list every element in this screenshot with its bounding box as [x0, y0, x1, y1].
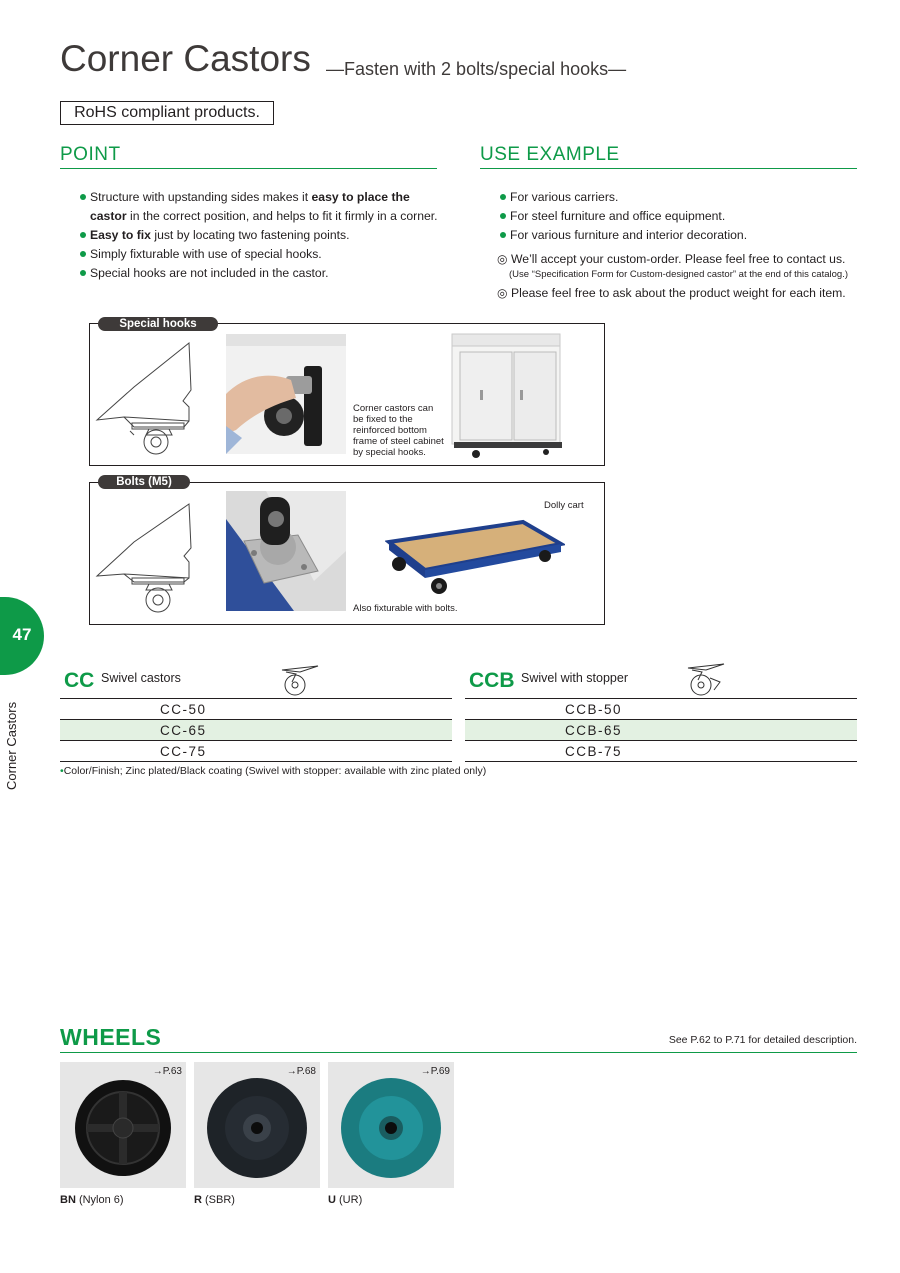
- table-row: [60, 741, 452, 762]
- dolly-cart-photo: [385, 516, 565, 602]
- page-number: 47: [12, 625, 32, 644]
- finish-footnote: •Color/Finish; Zinc plated/Black coating (Swivel with stopper: available with zinc plated only): [60, 765, 487, 777]
- use-example-item: For various furniture and interior decoration.: [500, 226, 860, 245]
- wheel-label-bn: BN (Nylon 6): [60, 1194, 124, 1206]
- hooks-caption: Corner castors can be fixed to the reinforced bottom frame of steel cabinet by special hooks.: [353, 403, 444, 458]
- hook-photo: [226, 334, 346, 454]
- use-example-notes: [497, 251, 867, 301]
- cc-code: CC: [64, 669, 95, 692]
- wheel-ref: →P.68: [286, 1066, 316, 1077]
- rohs-badge: RoHS compliant products.: [60, 101, 274, 125]
- spec-form-note: (Use “Specification Form for Custom-designed castor” at the end of this catalog.): [509, 269, 848, 280]
- page-subtitle: —Fasten with 2 bolts/special hooks—: [326, 59, 627, 79]
- hook-mount-drawing: [94, 335, 194, 460]
- wheels-heading: WHEELS: [60, 1024, 857, 1053]
- wheel-card-r: [194, 1062, 320, 1188]
- model-cell: CCB-75: [465, 741, 857, 762]
- point-item: Structure with upstanding sides makes it easy to place the castor in the correct position, and helps to fit it firmly in a corner.: [80, 188, 440, 226]
- table-row: [60, 720, 452, 741]
- point-list: [80, 188, 440, 283]
- point-item: Simply fixturable with use of special hooks.: [80, 245, 440, 264]
- special-hooks-tab: Special hooks: [98, 317, 218, 331]
- wheel-card-u: [328, 1062, 454, 1188]
- steel-cabinet-photo: [446, 330, 564, 460]
- page-title: Corner Castors: [60, 38, 311, 79]
- table-row: [465, 699, 857, 720]
- model-cell: CCB-50: [465, 699, 857, 720]
- wheels-note: See P.62 to P.71 for detailed description.: [668, 1034, 857, 1046]
- weight-note: ◎ Please feel free to ask about the product weight for each item.: [497, 286, 846, 300]
- table-row: [465, 741, 857, 762]
- cc-type: Swivel castors: [101, 671, 181, 685]
- urethane-wheel-photo: [328, 1062, 454, 1188]
- model-cell: CC-75: [60, 741, 452, 762]
- swivel-stopper-castor-icon: [684, 658, 728, 698]
- ccb-code: CCB: [469, 669, 515, 692]
- table-row: [465, 720, 857, 741]
- wheel-ref: →P.63: [152, 1066, 182, 1077]
- use-example-heading: USE EXAMPLE: [480, 144, 857, 169]
- model-cell: CC-50: [60, 699, 452, 720]
- hand-hook-illustration: [226, 334, 346, 454]
- point-item: Easy to fix just by locating two fastening points.: [80, 226, 440, 245]
- model-cell: CC-65: [60, 720, 452, 741]
- model-cell: CCB-65: [465, 720, 857, 741]
- ccb-type: Swivel with stopper: [521, 671, 628, 685]
- wheel-label-r: R (SBR): [194, 1194, 235, 1206]
- cc-model-table: [60, 698, 452, 762]
- use-example-item: For various carriers.: [500, 188, 860, 207]
- table-row: [60, 699, 452, 720]
- point-heading: POINT: [60, 144, 437, 169]
- side-section-label: Corner Castors: [4, 701, 19, 790]
- wheel-card-bn: [60, 1062, 186, 1188]
- nylon-wheel-photo: [60, 1062, 186, 1188]
- point-item: Special hooks are not included in the castor.: [80, 264, 440, 283]
- wheel-ref: →P.69: [420, 1066, 450, 1077]
- use-example-item: For steel furniture and office equipment.: [500, 207, 860, 226]
- bolts-tab: Bolts (M5): [98, 475, 190, 489]
- bolt-mount-drawing: [94, 500, 194, 618]
- wheel-label-u: U (UR): [328, 1194, 363, 1206]
- ccb-model-table: [465, 698, 857, 762]
- use-example-list: [500, 188, 860, 245]
- custom-order-note: ◎ We’ll accept your custom-order. Please feel free to contact us.: [497, 252, 846, 266]
- dolly-cart-caption: Dolly cart: [544, 500, 584, 511]
- swivel-castor-icon: [278, 660, 322, 698]
- rubber-wheel-photo: [194, 1062, 320, 1188]
- bolts-caption: Also fixturable with bolts.: [353, 603, 458, 614]
- bolt-photo: [226, 491, 346, 611]
